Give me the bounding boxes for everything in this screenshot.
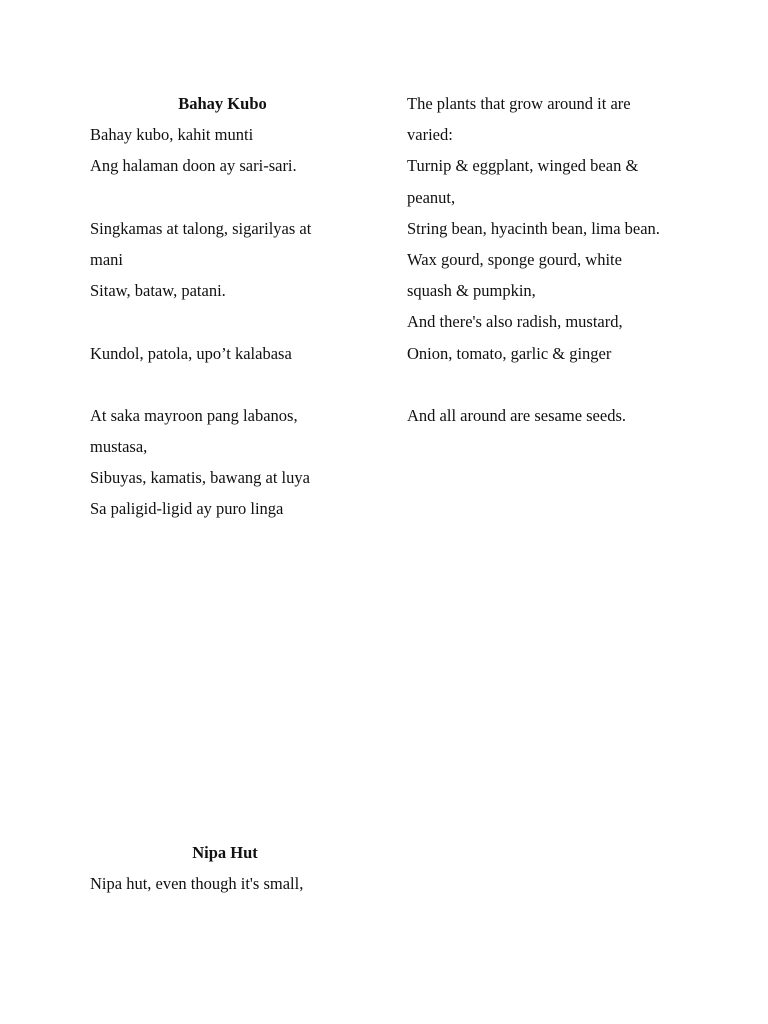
poem-line: Sa paligid-ligid ay puro linga [90,499,284,519]
translation-line: varied: [407,125,453,145]
poem-line: Kundol, patola, upo’t kalabasa [90,343,292,363]
poem-line: Nipa hut, even though it's small, [90,874,304,894]
translation-line: String bean, hyacinth bean, lima bean. [407,218,660,238]
translation-line: And there's also radish, mustard, [407,312,623,332]
translation-line: Turnip & eggplant, winged bean & [407,156,639,176]
stanza-break [90,369,355,400]
translation-line: And all around are sesame seeds. [407,405,627,425]
nipa-hut-title: Nipa Hut [192,843,258,862]
translation-column [407,88,697,431]
bahay-kubo-title: Bahay Kubo [178,94,267,113]
poem-line: Ang halaman doon ay sari-sari. [90,156,297,176]
poem-line: mani [90,249,123,269]
poem-line: Bahay kubo, kahit munti [90,125,254,145]
translation-line: Wax gourd, sponge gourd, white [407,249,622,269]
translation-line: Onion, tomato, garlic & ginger [407,343,612,363]
translation-line: squash & pumpkin, [407,281,536,301]
poem-line: Singkamas at talong, sigarilyas at [90,218,312,238]
stanza-break [90,182,355,213]
stanza-break [407,369,697,400]
poem-line: Sitaw, bataw, patani. [90,281,226,301]
nipa-hut-section [90,837,360,899]
poem-line: At saka mayroon pang labanos, [90,405,298,425]
translation-line: The plants that grow around it are [407,94,631,113]
stanza-break [90,306,355,337]
poem-line: Sibuyas, kamatis, bawang at luya [90,468,310,488]
poem-line: mustasa, [90,437,148,457]
bahay-kubo-column [90,88,355,525]
translation-line: peanut, [407,187,456,207]
